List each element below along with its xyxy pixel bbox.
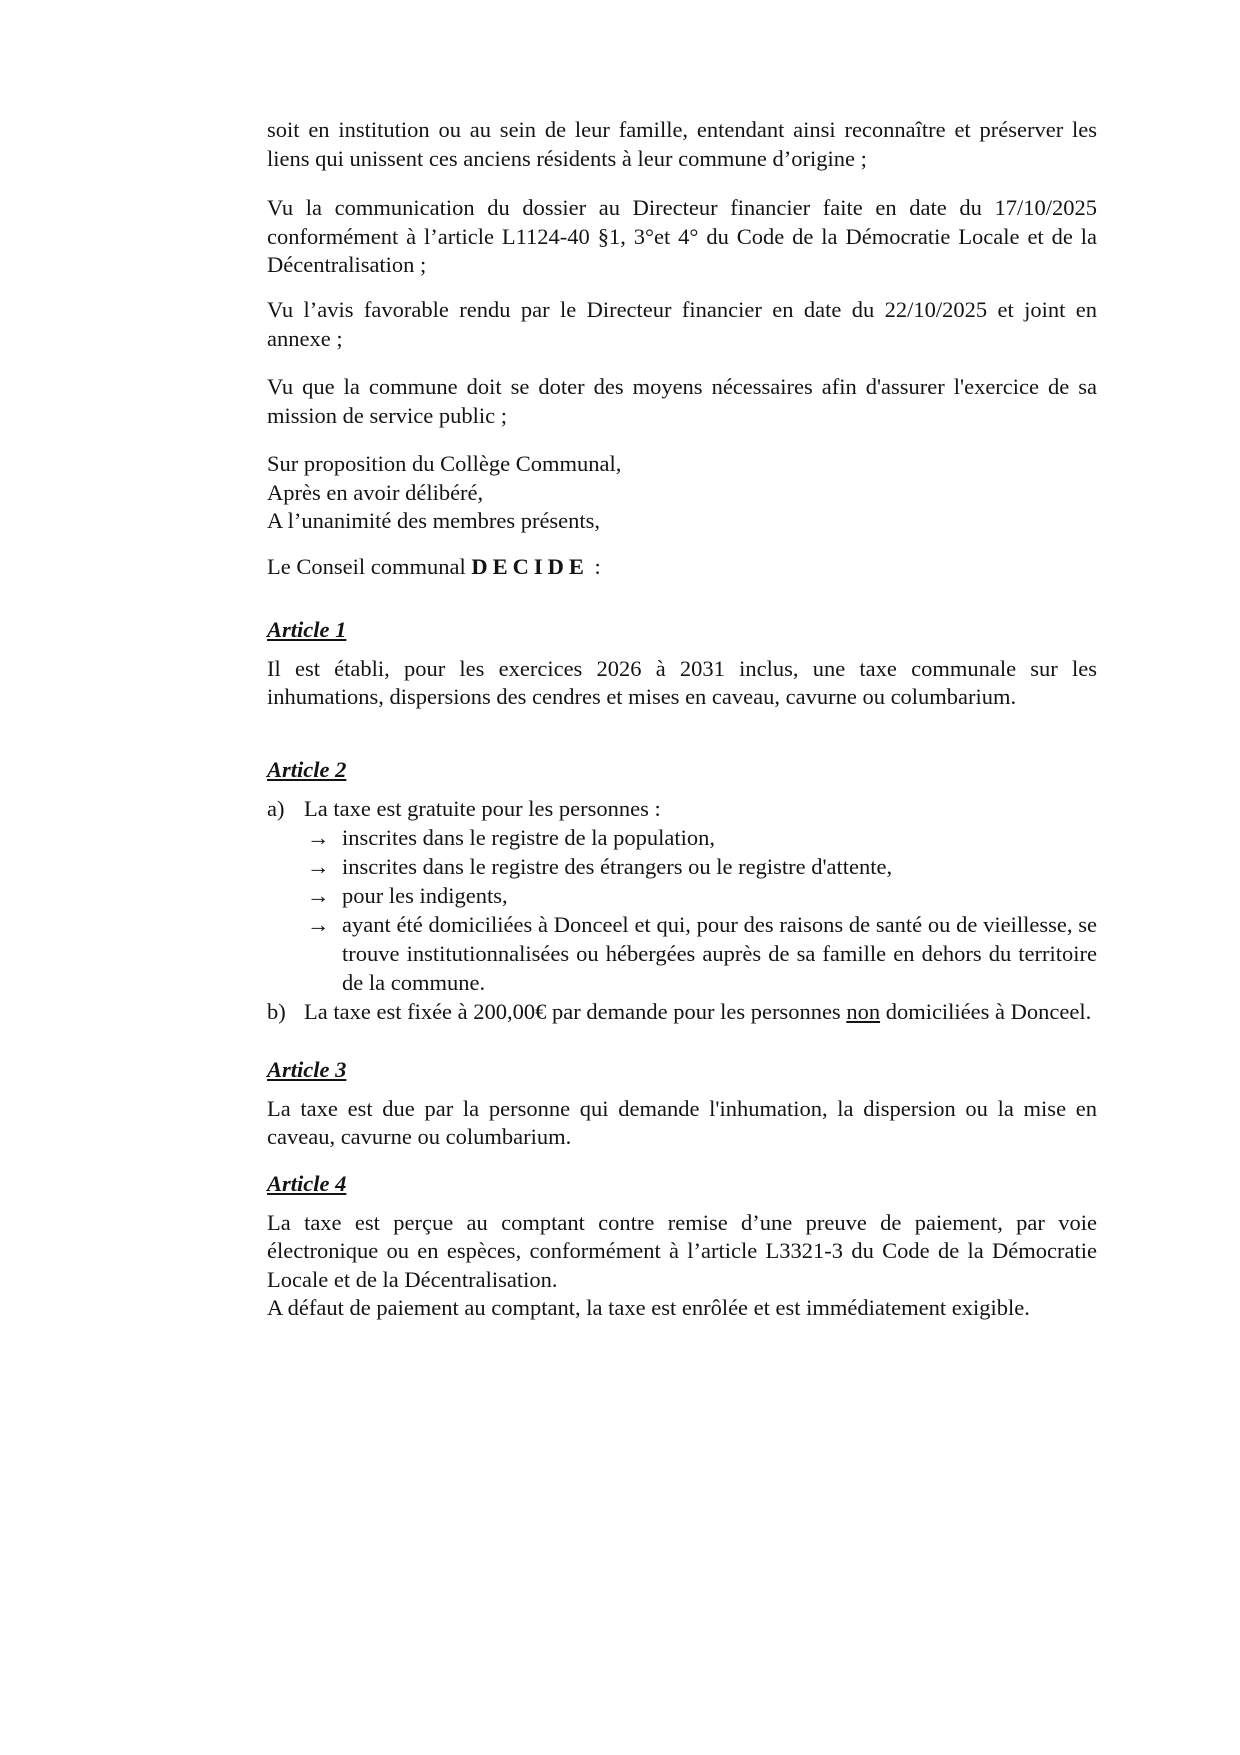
preamble-paragraph-2: Vu la communication du dossier au Directeur financier faite en date du 17/10/2025 conformément à l’article L1124-40 §1, 3°et 4° du Code de la Démocratie Locale et de la Décentralisation ; xyxy=(267,195,1097,277)
arrow-right-icon: → xyxy=(307,853,330,879)
deliberation-block xyxy=(267,450,1097,536)
decision-prefix: Le Conseil communal xyxy=(267,554,472,579)
list-item-text: inscrites dans le registre de la population, xyxy=(342,824,716,850)
item-a-label: a) xyxy=(267,795,285,821)
item-b-text-before: La taxe est fixée à 200,00€ par demande pour les personnes xyxy=(304,998,847,1024)
article-2-heading: Article 2 xyxy=(267,757,347,782)
list-item-text: ayant été domiciliées à Donceel et qui, pour des raisons de santé ou de vieillesse, se trouve institutionnalisées ou hébergées auprès de sa famille en dehors du territoire de la commune. xyxy=(342,911,1097,995)
article-3-heading: Article 3 xyxy=(267,1057,347,1082)
arrow-right-icon: → xyxy=(307,824,330,850)
article-1-heading: Article 1 xyxy=(267,617,347,642)
proposal-line: Sur proposition du Collège Communal, xyxy=(267,451,622,476)
article-1 xyxy=(267,616,1097,712)
list-item-text: pour les indigents, xyxy=(342,882,508,908)
list-item xyxy=(267,823,1097,852)
article-3-text: La taxe est due par la personne qui demande l'inhumation, la dispersion ou la mise en caveau, cavurne ou columbarium. xyxy=(267,1095,1097,1149)
preamble-paragraph-4: Vu que la commune doit se doter des moyens nécessaires afin d'assurer l'exercice de sa mission de service public ; xyxy=(267,374,1097,428)
list-item xyxy=(267,852,1097,881)
preamble-paragraph-3: Vu l’avis favorable rendu par le Directeur financier en date du 22/10/2025 et joint en annexe ; xyxy=(267,297,1097,351)
decision-statement xyxy=(267,553,1097,582)
article-2 xyxy=(267,756,1097,1026)
article-2-item-b xyxy=(267,997,1097,1026)
item-a-text: La taxe est gratuite pour les personnes : xyxy=(304,795,661,821)
list-item xyxy=(267,881,1097,910)
deliberation-line: Après en avoir délibéré, xyxy=(267,479,484,505)
list-item-text: inscrites dans le registre des étrangers ou le registre d'attente, xyxy=(342,853,893,879)
article-4-text-2: A défaut de paiement au comptant, la taxe est enrôlée et est immédiatement exigible. xyxy=(267,1295,1030,1320)
article-3 xyxy=(267,1056,1097,1152)
decide-keyword: DECIDE xyxy=(471,554,589,579)
article-4-text: La taxe est perçue au comptant contre remise d’une preuve de paiement, par voie électronique ou en espèces, conformément à l’article L3321-3 du Code de la Démocratie Locale et de la Décentralisation. xyxy=(267,1209,1097,1292)
item-b-label: b) xyxy=(267,998,286,1024)
list-item xyxy=(267,910,1097,997)
arrow-right-icon: → xyxy=(307,882,330,908)
item-b-text-after: domiciliées à Donceel. xyxy=(880,998,1092,1024)
unanimity-line: A l’unanimité des membres présents, xyxy=(267,508,601,533)
article-4 xyxy=(267,1170,1097,1323)
article-4-heading: Article 4 xyxy=(267,1171,347,1196)
preamble-paragraph-1: soit en institution ou au sein de leur famille, entendant ainsi reconnaître et préserver les liens qui unissent ces anciens résidents à leur commune d’origine ; xyxy=(267,117,1097,171)
article-1-text: Il est établi, pour les exercices 2026 à 2031 inclus, une taxe communale sur les inhumations, dispersions des cendres et mises en caveau, cavurne ou columbarium. xyxy=(267,655,1097,709)
article-2-item-a xyxy=(267,794,1097,823)
decision-suffix: : xyxy=(588,554,601,579)
arrow-right-icon: → xyxy=(307,911,330,937)
item-b-emphasis: non xyxy=(846,998,881,1024)
